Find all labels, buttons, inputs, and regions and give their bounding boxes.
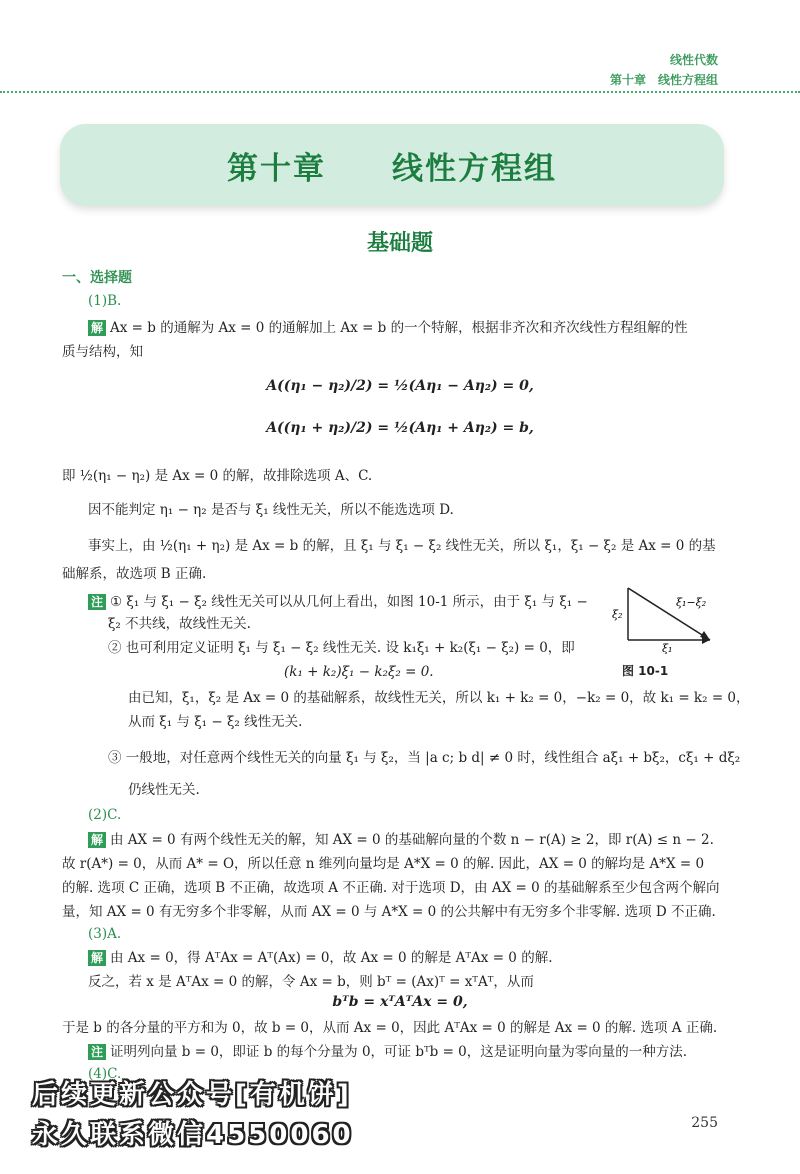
q3-line3: 于是 b 的各分量的平方和为 0，故 b = 0，从而 Ax = 0，因此 AᵀAx = 0 的解是 Ax = 0 的解. 选项 A 正确. [62,1020,718,1036]
note-label: 注 [88,594,106,610]
q1-note-2a: ② 也可利用定义证明 ξ₁ 与 ξ₁ − ξ₂ 线性无关. 设 k₁ξ₁ + k₂(ξ₁ − ξ₂) = 0，即 [108,640,575,656]
q2-answer: (2)C. [88,807,122,823]
q1-equation-2: A((η₁ + η₂)/2) = ½(Aη₁ + Aη₂) = b, [266,420,534,436]
q3-line1: 解 由 Ax = 0，得 AᵀAx = Aᵀ(Ax) = 0，故 Ax = 0 的解是 AᵀAx = 0 的解. [88,948,552,968]
q1-note-2c: 由已知，ξ₁，ξ₂ 是 Ax = 0 的基础解系，故线性无关，所以 k₁ + k₂ = 0，−k₂ = 0，故 k₁ = k₂ = 0， [128,690,750,706]
figure-label-bottom: ξ₁ [662,642,673,654]
q1-equation-1: A((η₁ − η₂)/2) = ½(Aη₁ − Aη₂) = 0, [266,378,534,394]
q3-answer: (3)A. [88,926,122,942]
page-number: 255 [691,1115,718,1131]
solution-label: 解 [88,320,106,336]
figure-label-hypotenuse: ξ₁−ξ₂ [676,596,707,609]
running-header [610,50,718,90]
watermark-line-2: 永久联系微信4550060 [32,1120,354,1150]
q1-answer: (1)B. [88,293,122,309]
chapter-banner [60,124,724,206]
note-label: 注 [88,1044,106,1060]
q1-note-2d: 从而 ξ₁ 与 ξ₁ − ξ₂ 线性无关. [128,714,303,730]
q2-line3: 的解. 选项 C 正确，选项 B 不正确，故选项 A 不正确. 对于选项 D，由 AX = 0 的基础解系至少包含两个解向 [62,880,720,896]
q1-note-3a: ③ 一般地，对任意两个线性无关的向量 ξ₁ 与 ξ₂，当 |a c; b d| ≠ 0 时，线性组合 aξ₁ + bξ₂，cξ₁ + dξ₂ [108,750,741,766]
header-book: 线性代数 [669,53,718,67]
solution-label: 解 [88,832,106,848]
subsection-heading: 一、选择题 [62,270,132,286]
q1-paragraph-3: 因不能判定 η₁ − η₂ 是否与 ξ₁ 线性无关，所以不能选选项 D. [88,502,454,518]
q1-paragraph-2: 即 ½(η₁ − η₂) 是 Ax = 0 的解，故排除选项 A、C. [62,468,373,484]
q1-note-3b: 仍线性无关. [128,782,200,798]
q2-line1: 解 由 AX = 0 有两个线性无关的解，知 AX = 0 的基础解向量的个数 n − r(A) ≥ 2，即 r(A) ≤ n − 2. [88,830,714,850]
q3-equation: bᵀb = xᵀAᵀAx = 0, [332,994,468,1010]
figure-10-1 [610,582,720,654]
q3-note: 注 证明列向量 b = 0，即证 b 的每个分量为 0，可证 bᵀb = 0，这是证明向量为零向量的一种方法. [88,1042,687,1062]
figure-label-left: ξ₂ [612,608,623,621]
chapter-title: 第十章 线性方程组 [227,150,557,187]
section-title: 基础题 [366,231,433,256]
q3-line2: 反之，若 x 是 AᵀAx = 0 的解，令 Ax = b，则 bᵀ = (Ax)ᵀ = xᵀAᵀ，从而 [88,974,534,990]
q4-answer: (4)C. [88,1066,122,1082]
header-chapter: 第十章 线性方程组 [609,73,718,87]
q1-note-1a: 注 ① ξ₁ 与 ξ₁ − ξ₂ 线性无关可以从几何上看出，如图 10-1 所示，由于 ξ₁ 与 ξ₁ − [88,592,588,612]
q1-solution-line2: 质与结构，知 [62,344,143,360]
q2-line2: 故 r(A*) = 0，从而 A* = O，所以任意 n 维列向量均是 A*X = 0 的解. 因此，AX = 0 的解均是 A*X = 0 [62,856,705,872]
q1-paragraph-4a: 事实上，由 ½(η₁ + η₂) 是 Ax = b 的解，且 ξ₁ 与 ξ₁ − ξ₂ 线性无关，所以 ξ₁，ξ₁ − ξ₂ 是 Ax = 0 的基 [88,538,716,554]
solution-label: 解 [88,950,106,966]
watermark-line-1: 后续更新公众号[有机饼] [32,1080,352,1110]
q1-solution-line1: 解 Ax = b 的通解为 Ax = 0 的通解加上 Ax = b 的一个特解，根据非齐次和齐次线性方程组解的性 [88,318,688,338]
header-divider [0,91,800,93]
q2-line4: 量，知 AX = 0 有无穷多个非零解，从而 AX = 0 与 A*X = 0 的公共解中有无穷多个非零解. 选项 D 不正确. [62,904,716,920]
q1-note-2b: (k₁ + k₂)ξ₁ − k₂ξ₂ = 0. [284,664,434,680]
q1-paragraph-4b: 础解系，故选项 B 正确. [62,566,207,582]
q1-note-1b: ξ₂ 不共线，故线性无关. [108,616,251,632]
figure-caption: 图 10-1 [622,664,669,678]
